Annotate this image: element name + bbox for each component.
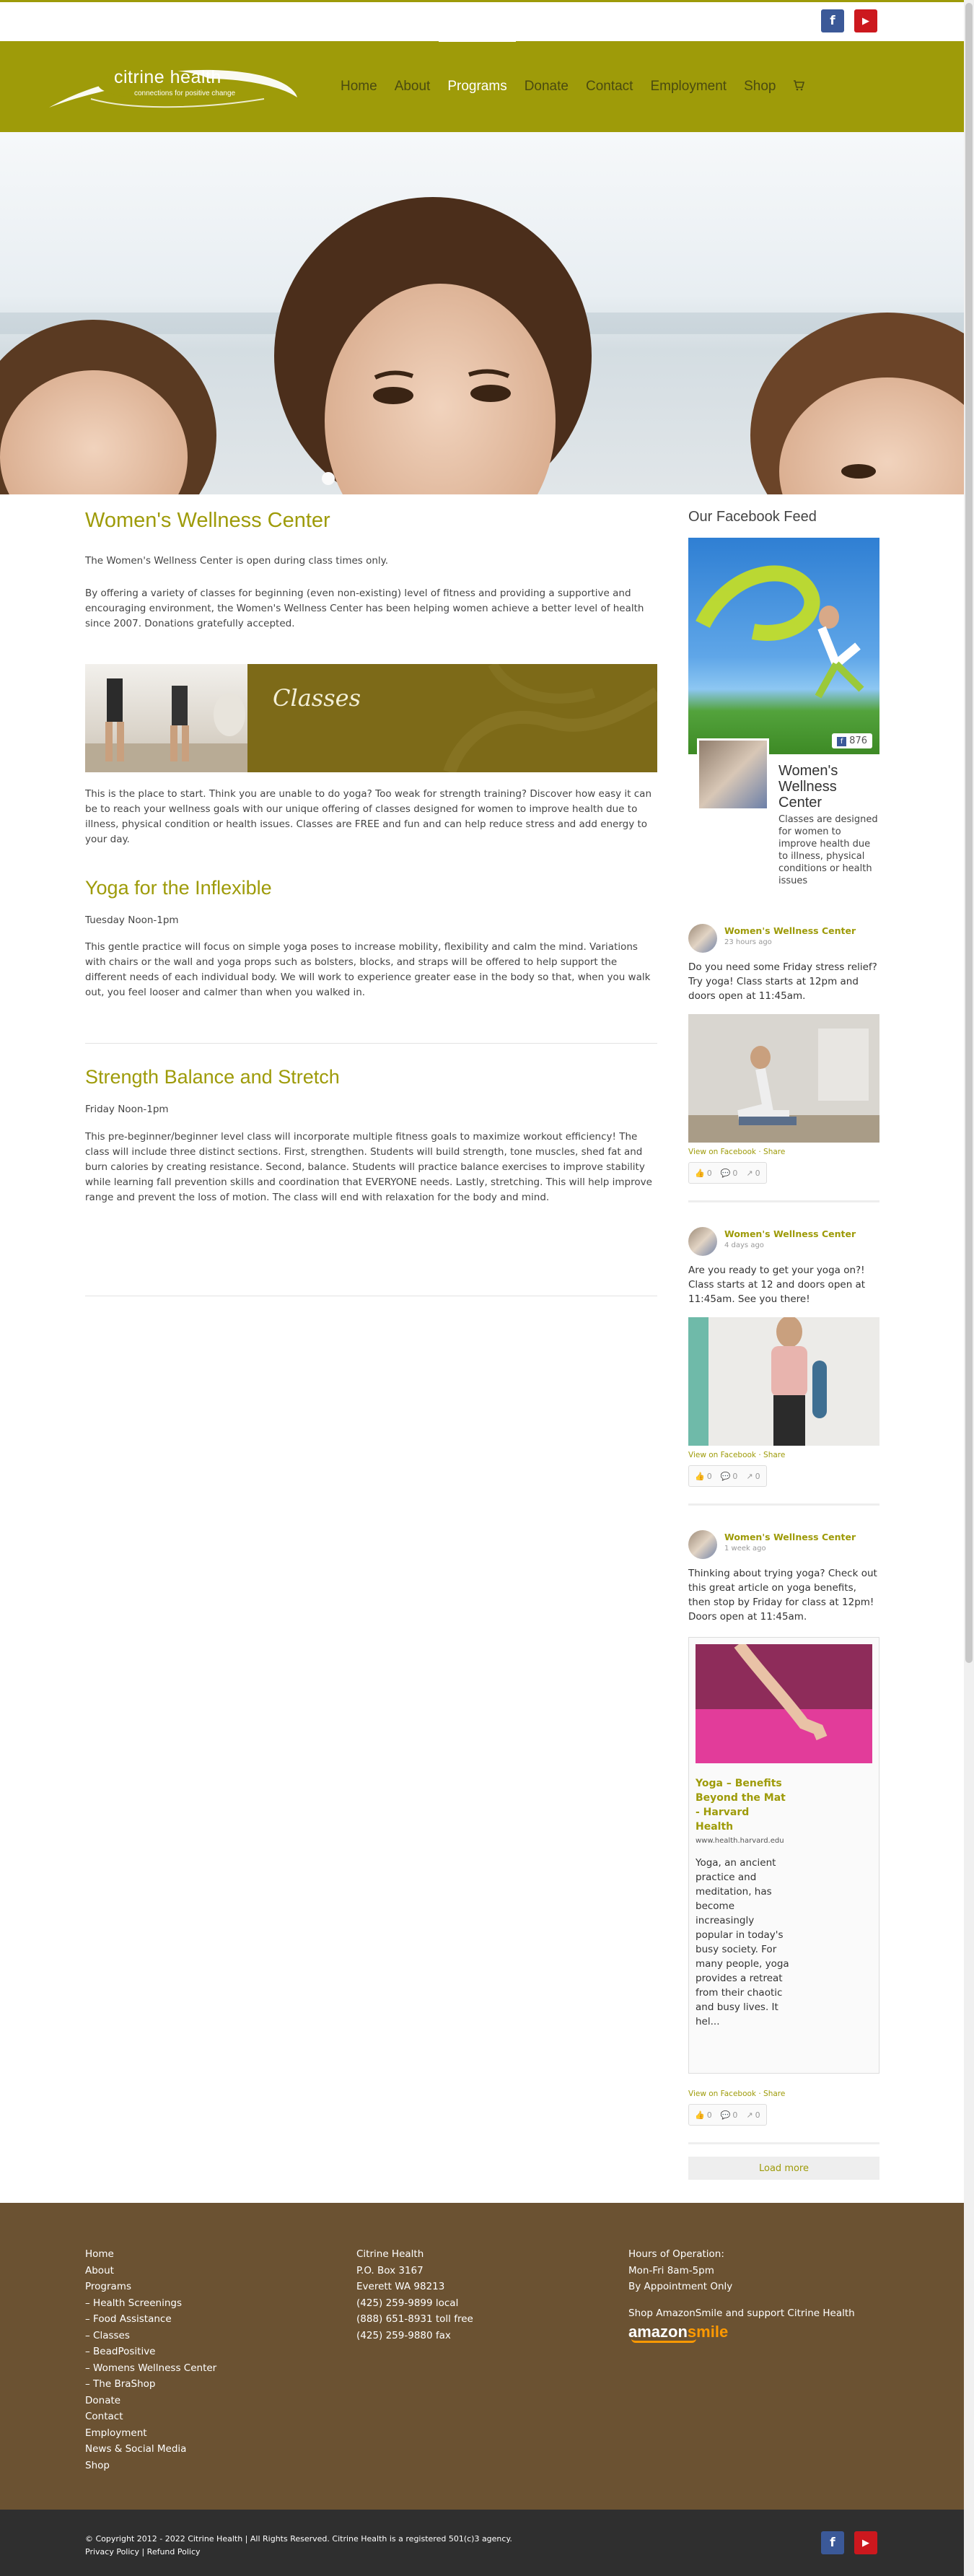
post-author[interactable]: Women's Wellness Center [724,925,856,936]
view-on-facebook-link[interactable]: View on Facebook [688,1451,757,1459]
footer-link[interactable]: Programs [85,2281,131,2292]
view-on-facebook-link[interactable]: View on Facebook [688,1148,757,1156]
youtube-icon[interactable]: ▶ [854,2531,877,2554]
avatar[interactable] [688,1227,717,1256]
share-count[interactable]: ↗ 0 [746,1168,760,1178]
fb-profile-picture[interactable] [697,738,769,811]
logo[interactable] [48,63,300,113]
intro-paragraph-1: The Women's Wellness Center is open during class times only. [85,555,389,567]
share-icon: ↗ [746,1168,753,1178]
logo-title: citrine health [114,67,221,87]
privacy-policy-link[interactable]: Privacy Policy [85,2547,139,2557]
nav-donate[interactable]: Donate [524,79,569,94]
footer-link[interactable]: – Womens Wellness Center [85,2362,217,2374]
fb-likes-count: 876 [849,735,867,746]
section-title-strength: Strength Balance and Stretch [85,1066,340,1088]
scrollbar-thumb[interactable] [965,3,973,1663]
footer-address-line: P.O. Box 3167 [356,2264,424,2276]
amazon-logo-word: amazon [628,2323,688,2341]
post-time: 4 days ago [724,1241,764,1249]
fb-cover-photo[interactable] [688,538,879,754]
post-text: Thinking about trying yoga? Check out this great article on yoga benefits, then stop by Friday for class at 12pm! Doors open at 11:45am. [688,1568,877,1623]
comment-icon: 💬 [720,1471,731,1481]
strength-description: This pre-beginner/beginner level class will incorporate multiple fitness goals to maximize workout efficiency! The class will include three distinct sections. First, strengthen. Students will build strength, tone muscles, shed fat and burn calories by creating resistance. Second, balance. Students will practice balance exercises to improve stability while learning fall prevention skills and coordination that EVERYONE needs. Lastly, stretching. This will help improve range and prevent the loss of motion. The class will end with relaxation for the body and mind. [85,1131,652,1203]
post-time: 1 week ago [724,1545,766,1553]
refund-policy-link[interactable]: Refund Policy [146,2547,201,2557]
post-author[interactable]: Women's Wellness Center [724,1228,856,1239]
hero-women-photo [0,132,964,494]
share-link[interactable]: Share [763,1451,786,1459]
site-header [0,41,964,132]
classes-intro: This is the place to start. Think you are unable to do yoga? Too weak for strength training? Discover how easy it can be to reach your wellness goals with our unique offering of classes designed for women to improve health due to illness, physical condition or health issues. Classes are FREE and fun and can help reduce stress and add energy to your day. [85,788,652,845]
nav-about[interactable]: About [394,79,431,94]
post-separator [688,1503,879,1506]
footer-link[interactable]: About [85,2264,114,2276]
comment-icon: 💬 [720,2110,731,2120]
footer-link[interactable]: – Health Screenings [85,2297,182,2309]
footer-link[interactable]: – BeadPositive [85,2346,156,2357]
page-title: Women's Wellness Center [85,509,330,532]
footer-hours [628,2246,855,2343]
share-link[interactable]: Share [763,2090,786,2098]
link-domain: www.health.harvard.edu [696,1837,784,1845]
footer-link[interactable]: – Classes [85,2329,130,2341]
facebook-icon[interactable]: f [821,9,844,32]
intro-paragraph-2: By offering a variety of classes for beginning (even non-existing) level of fitness and providing a supportive and encouraging environment, the Women's Wellness Center has been helping women achieve a better level of health since 2007. Donations gratefully accepted. [85,588,644,629]
copyright [85,2533,512,2559]
nav-programs[interactable]: Programs [439,41,515,132]
copyright-text: © Copyright 2012 - 2022 Citrine Health | All Rights Reserved. Citrine Health is a registered 501(c)3 agency. [85,2534,512,2544]
top-social-bar [0,0,964,41]
footer-link[interactable]: News & Social Media [85,2443,187,2455]
post-text: Are you ready to get your yoga on?! Class starts at 12 and doors open at 11:45am. See you there! [688,1265,866,1305]
strength-schedule: Friday Noon-1pm [85,1104,169,1115]
share-icon: ↗ [746,2110,753,2120]
share-count[interactable]: ↗ 0 [746,2110,760,2120]
comment-count[interactable]: 💬 0 [720,1168,738,1178]
section-divider [85,1043,657,1044]
fb-page-about: Classes are designed for women to improve health due to illness, physical conditions or health issues [778,814,878,886]
footer-address-line: (425) 259-9899 local [356,2297,459,2309]
banner-pattern [247,664,657,772]
footer-hours-line: By Appointment Only [628,2281,733,2292]
post-separator [688,2142,879,2144]
view-on-facebook-link[interactable]: View on Facebook [688,2090,757,2098]
fb-likes-badge [832,733,872,748]
logo-tagline: connections for positive change [134,89,236,97]
policy-links: Privacy Policy | Refund Policy [85,2547,201,2557]
bottom-bar [0,2510,964,2576]
nav-contact[interactable]: Contact [585,79,633,94]
amazon-logo-smile-word: smile [687,2323,729,2341]
classes-banner [85,664,657,772]
footer-address-line: (425) 259-9880 fax [356,2329,451,2341]
load-more-button[interactable]: Load more [688,2157,879,2180]
post-text: Do you need some Friday stress relief? Try yoga! Class starts at 12pm and doors open at 11:45am. [688,961,877,1002]
post-reactions [688,1465,767,1487]
link-description: Yoga, an ancient practice and meditation, has become increasingly popular in today's busy society. For many people, yoga provides a retreat from their chaotic and busy lives. It hel... [696,1857,789,2027]
footer-address-line: Everett WA 98213 [356,2281,445,2292]
classes-banner-title: Classes [273,684,361,712]
youtube-icon[interactable]: ▶ [854,9,877,32]
avatar[interactable] [688,1530,717,1559]
footer-link[interactable]: Contact [85,2411,123,2422]
footer-link[interactable]: – Food Assistance [85,2313,172,2325]
thumbs-up-icon: 👍 [695,2110,705,2120]
link-title[interactable]: Yoga – Benefits Beyond the Mat - Harvard Health [696,1778,786,1833]
footer-hours-line: Mon-Fri 8am-5pm [628,2264,714,2276]
site-footer [0,2203,964,2510]
post-time: 23 hours ago [724,938,772,946]
comment-count[interactable]: 💬 0 [720,1471,738,1481]
main-nav [332,41,813,132]
yoga-description: This gentle practice will focus on simple yoga poses to increase mobility, flexibility and calm the mind. Variations with chairs or the wall and yoga props such as bolsters, blocks, and straps will be offered to help support the different needs of each individual body. We will work to experience greater ease in the body so that, when you walk out, you feel looser and calmer than when you walked in. [85,941,651,998]
facebook-icon: f [837,737,846,746]
nav-employment[interactable]: Employment [650,79,727,94]
amazon-smile-logo[interactable] [628,2324,855,2341]
footer-link[interactable]: Home [85,2248,114,2260]
share-count[interactable]: ↗ 0 [746,1471,760,1481]
share-link[interactable]: Share [763,1148,786,1156]
post-photo[interactable] [688,1317,879,1446]
like-count[interactable]: 👍 0 [695,1168,712,1178]
post-actions: View on Facebook · Share [688,1451,786,1459]
post-author[interactable]: Women's Wellness Center [724,1532,856,1542]
post-actions: View on Facebook · Share [688,2090,786,2098]
like-count[interactable]: 👍 0 [695,1471,712,1481]
post-actions: View on Facebook · Share [688,1148,786,1156]
footer-link[interactable]: Shop [85,2459,110,2471]
footer-link[interactable]: – The BraShop [85,2378,156,2390]
fb-page-name[interactable]: Women's Wellness Center [778,763,838,811]
facebook-icon[interactable]: f [821,2531,844,2554]
footer-hours-line: Hours of Operation: [628,2248,724,2260]
footer-address-line: Citrine Health [356,2248,424,2260]
post-reactions [688,2104,767,2126]
classes-banner-photo [85,664,247,772]
thumbs-up-icon: 👍 [695,1471,705,1481]
post-photo[interactable] [688,1014,879,1143]
thumbs-up-icon: 👍 [695,1168,705,1178]
cart-icon[interactable] [784,79,813,94]
footer-link[interactable]: Donate [85,2394,121,2406]
amazon-smile-text: Shop AmazonSmile and support Citrine Health [628,2307,855,2319]
footer-link[interactable]: Employment [85,2427,147,2439]
nav-home[interactable]: Home [341,79,377,94]
link-preview-image [696,1644,872,1763]
share-icon: ↗ [746,1471,753,1481]
section-title-yoga: Yoga for the Inflexible [85,877,272,899]
post-separator [688,1200,879,1202]
comment-icon: 💬 [720,1168,731,1178]
footer-links [85,2246,216,2474]
post-reactions [688,1162,767,1184]
feed-title: Our Facebook Feed [688,509,817,525]
shared-link-card[interactable] [688,1637,879,2074]
comment-count[interactable]: 💬 0 [720,2110,738,2120]
nav-shop[interactable]: Shop [744,79,776,94]
hero-image [0,132,964,494]
like-count[interactable]: 👍 0 [695,2110,712,2120]
avatar[interactable] [688,924,717,953]
footer-address [356,2246,473,2344]
yoga-schedule: Tuesday Noon-1pm [85,914,179,926]
footer-address-line: (888) 651-8931 toll free [356,2313,473,2325]
scrollbar[interactable] [964,0,974,2576]
